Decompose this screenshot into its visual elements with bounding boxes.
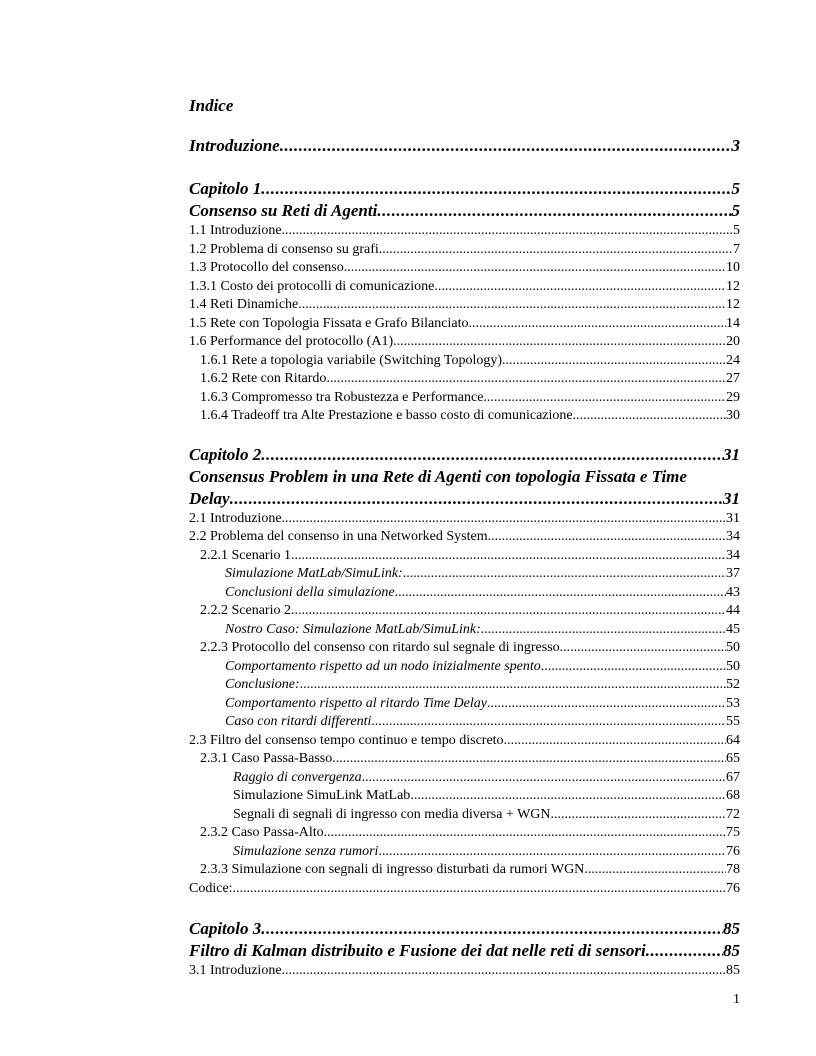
toc-leader [291,601,726,620]
toc-entry-capitolo-1[interactable] [189,178,740,200]
toc-entry[interactable] [189,509,740,528]
toc-page: 12 [726,279,740,294]
toc-leader [233,879,726,898]
toc-label: 1.4 Reti Dinamiche [189,297,299,312]
toc-page: 30 [726,408,740,423]
toc-label: 3.1 Introduzione [189,963,282,978]
toc-entry[interactable] [189,961,740,980]
toc-leader [378,842,726,861]
toc-leader [393,332,726,351]
toc-leader [280,135,732,157]
toc-entry[interactable] [200,601,740,620]
toc-leader [584,860,726,879]
toc-page: 5 [733,223,740,238]
toc-page: 31 [723,445,740,464]
toc-entry[interactable] [225,675,740,694]
toc-leader [504,731,726,750]
toc-entry[interactable] [225,694,740,713]
toc-label: 1.6 Performance del protocollo (A1) [189,334,394,349]
toc-entry[interactable] [233,842,740,861]
toc-leader [488,527,726,546]
toc-label: 1.3.1 Costo dei protocolli di comunicazione [189,279,435,294]
toc-page: 68 [726,788,740,803]
toc-label: Simulazione senza rumori [233,844,379,859]
toc-label: 2.2.2 Scenario 2 [200,603,291,618]
toc-label: Filtro di Kalman distribuito e Fusione dei dat nelle reti di sensori [189,941,646,960]
toc-leader [483,388,726,407]
toc-label: 2.2.1 Scenario 1 [200,548,291,563]
toc-entry[interactable] [189,731,740,750]
toc-leader [481,620,726,639]
toc-label: Comportamento rispetto ad un nodo inizialmente spento [225,659,541,674]
toc-label: Simulazione MatLab/SimuLink: [225,566,403,581]
toc-label: Capitolo 2 [189,445,262,464]
toc-entry[interactable] [233,786,740,805]
toc-entry-delay[interactable] [189,488,740,510]
page-title: Indice [189,96,234,115]
toc-label: 2.3 Filtro del consenso tempo continuo e tempo discreto [189,733,504,748]
toc-leader [332,749,726,768]
toc-leader [472,314,726,333]
toc-entry[interactable] [200,351,740,370]
toc-entry[interactable] [200,388,740,407]
toc-page: 85 [726,963,740,978]
toc-label: 2.2.3 Protocollo del consenso con ritardo sul segnale di ingresso [200,640,560,655]
toc-leader [261,178,731,200]
toc-label: 1.3 Protocollo del consenso [189,260,344,275]
toc-heading-line[interactable]: Consensus Problem in una Rete di Agenti con topologia Fissata e Time [189,467,687,486]
toc-entry[interactable] [189,332,740,351]
toc-page: 7 [733,242,740,257]
toc-page: 5 [731,179,740,198]
toc-entry[interactable] [225,583,740,602]
toc-entry[interactable] [233,768,740,787]
toc-page: 20 [726,334,740,349]
toc-page: 45 [726,622,740,637]
toc-page: 10 [726,260,740,275]
toc-entry[interactable] [189,527,740,546]
toc-entry[interactable] [225,712,740,731]
toc-leader [261,918,723,940]
toc-label: Consenso su Reti di Agenti [189,201,378,220]
toc-label: 1.1 Introduzione [189,223,282,238]
toc-page: 24 [726,353,740,368]
toc-leader [298,295,726,314]
toc-page: 53 [726,696,740,711]
toc-page: 64 [726,733,740,748]
toc-page: 3 [731,136,740,155]
toc-leader [395,583,726,602]
toc-label: 1.6.4 Tradeoff tra Alte Prestazione e basso costo di comunicazione [200,408,573,423]
toc-entry[interactable] [189,240,740,259]
toc-entry-introduzione[interactable] [189,135,740,157]
toc-entry[interactable] [225,564,740,583]
toc-leader [410,786,726,805]
toc-leader [379,240,733,259]
toc-page: 67 [726,770,740,785]
toc-label: Conclusioni della simulazione [225,585,395,600]
toc-entry[interactable] [189,314,740,333]
toc-entry[interactable] [200,546,740,565]
toc-label: 1.2 Problema di consenso su grafi [189,242,379,257]
toc-entry[interactable] [189,221,740,240]
toc-page: 12 [726,297,740,312]
toc-page: 55 [726,714,740,729]
toc-leader [403,564,726,583]
toc-entry[interactable] [200,860,740,879]
toc-entry[interactable] [200,749,740,768]
toc-label: 1.6.2 Rete con Ritardo [200,371,327,386]
toc-entry[interactable] [200,369,740,388]
toc-entry-capitolo-3[interactable] [189,918,740,940]
page-number: 1 [733,992,740,1007]
toc-page: 65 [726,751,740,766]
toc-page: 5 [731,201,740,220]
toc-leader [487,694,726,713]
toc-label: Capitolo 3 [189,919,262,938]
toc-label: Conclusione: [225,677,300,692]
toc-leader [282,961,726,980]
toc-entry[interactable] [189,258,740,277]
toc-page: 27 [726,371,740,386]
toc-label: Simulazione SimuLink MatLab [233,788,411,803]
toc-page: 34 [726,548,740,563]
toc-label: 1.5 Rete con Topologia Fissata e Grafo Bilanciato. [189,316,472,331]
toc-entry[interactable] [225,620,740,639]
toc-leader [502,351,726,370]
toc-label: 1.6.1 Rete a topologia variabile (Switching Topology) [200,353,503,368]
toc-entry[interactable] [189,277,740,296]
toc-page: 85 [723,919,740,938]
toc-leader [646,940,723,962]
toc-page: 50 [726,659,740,674]
toc-label: Introduzione [189,136,280,155]
toc-page: 76 [726,881,740,896]
toc-label: Segnali di segnali di ingresso con media diversa + WGN [233,807,551,822]
toc-entry[interactable] [225,657,740,676]
toc-label: 2.3.1 Caso Passa-Basso [200,751,333,766]
toc-entry[interactable] [189,295,740,314]
toc-entry[interactable] [189,879,740,898]
toc-leader [573,406,726,425]
toc-page: 76 [726,844,740,859]
toc-label: 2.1 Introduzione [189,511,282,526]
toc-page: 52 [726,677,740,692]
toc-page: 44 [726,603,740,618]
toc-leader [261,444,723,466]
toc-label: Comportamento rispetto al ritardo Time Delay [225,696,487,711]
toc-label: Caso con ritardi differenti [225,714,372,729]
toc-page: 37 [726,566,740,581]
toc-entry-filtro-kalman[interactable] [189,940,740,962]
toc-page: 72 [726,807,740,822]
toc-page: 31 [723,489,740,508]
toc-leader [377,200,731,222]
toc-label: 1.6.3 Compromesso tra Robustezza e Performance [200,390,484,405]
toc-entry[interactable] [200,823,740,842]
toc-leader [541,657,726,676]
toc-leader [560,638,726,657]
toc-entry[interactable] [233,805,740,824]
toc-page: 43 [726,585,740,600]
toc-leader [371,712,726,731]
toc-page: 31 [726,511,740,526]
toc-leader [362,768,726,787]
toc-leader [291,546,726,565]
toc-label: 2.2 Problema del consenso in una Networked System [189,529,488,544]
toc-page: 29 [726,390,740,405]
toc-label: Raggio di convergenza [233,770,362,785]
toc-page: 75 [726,825,740,840]
toc-label: Capitolo 1 [189,179,262,198]
toc-leader [282,509,726,528]
toc-label: Codice: [189,881,233,896]
toc-entry-capitolo-2[interactable] [189,444,740,466]
toc-page: 85 [723,941,740,960]
toc-label: Delay [189,489,230,508]
toc-leader [551,805,726,824]
toc-leader [344,258,726,277]
toc-leader [230,488,723,510]
toc-leader [434,277,726,296]
toc-entry[interactable] [200,638,740,657]
toc-leader [282,221,733,240]
toc-label: 2.3.2 Caso Passa-Alto [200,825,324,840]
toc-entry[interactable] [200,406,740,425]
toc-page: 14 [726,316,740,331]
toc-leader [326,369,726,388]
toc-leader [300,675,726,694]
toc-page: 78 [726,862,740,877]
toc-page: 34 [726,529,740,544]
toc-label: 2.3.3 Simulazione con segnali di ingresso disturbati da rumori WGN [200,862,585,877]
toc-entry-consenso-reti[interactable] [189,200,740,222]
toc-page: 50 [726,640,740,655]
toc-label: Nostro Caso: Simulazione MatLab/SimuLink: [225,622,481,637]
toc-leader [324,823,726,842]
